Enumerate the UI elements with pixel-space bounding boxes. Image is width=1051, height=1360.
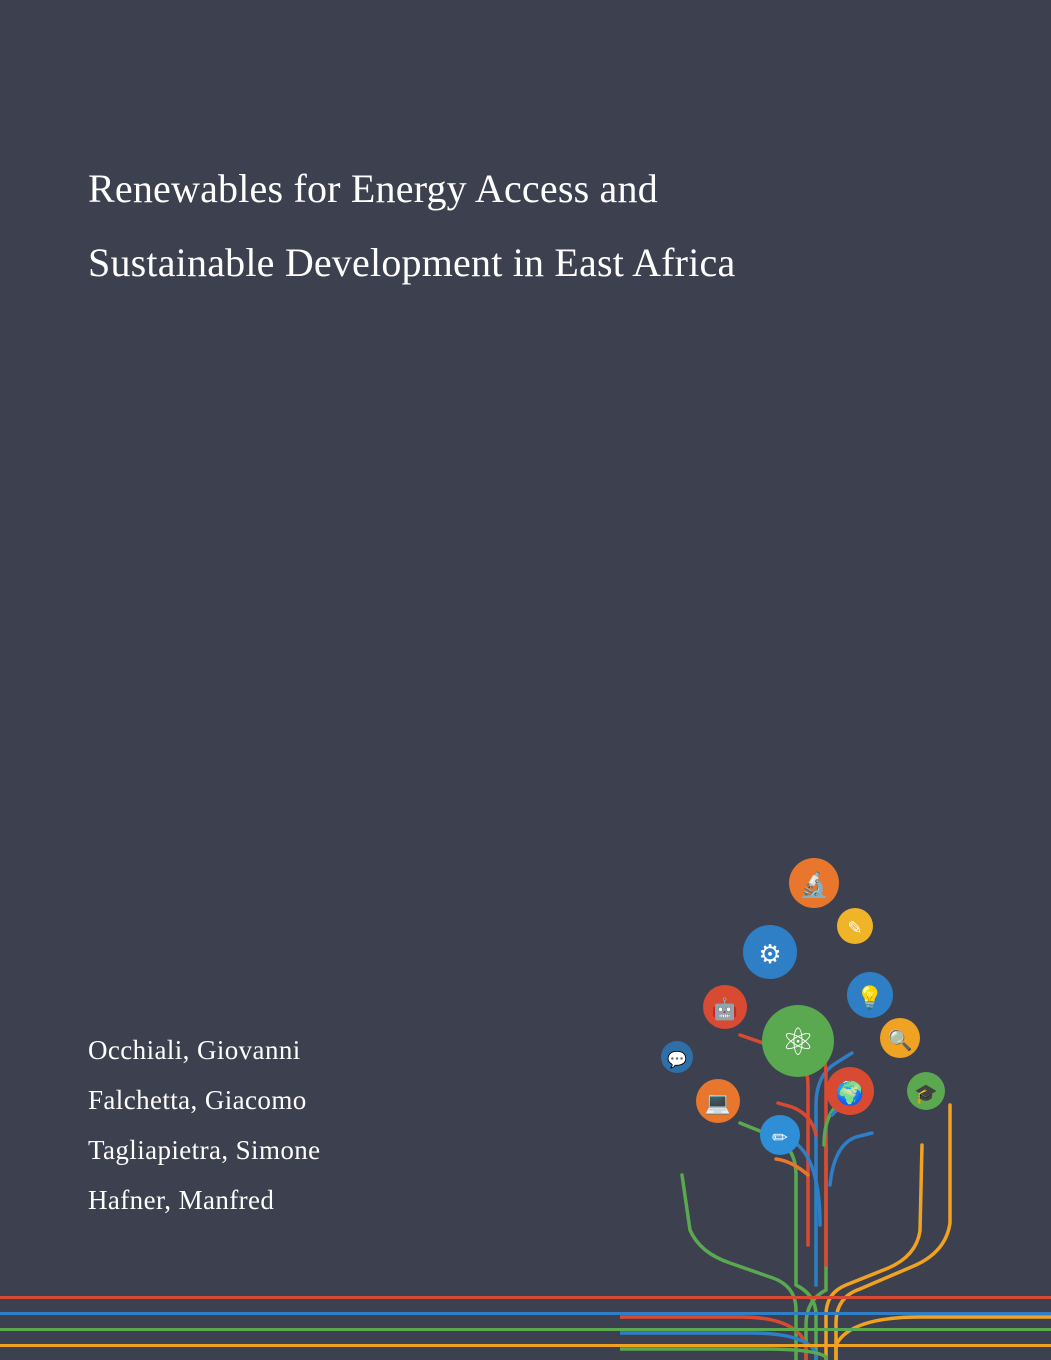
svg-text:💻: 💻 [704,1091,732,1115]
svg-text:🎓: 🎓 [914,1083,938,1105]
svg-text:✏: ✏ [772,1127,788,1149]
author-list [88,1025,648,1225]
author-3: Tagliapietra, Simone [88,1135,321,1165]
knowledge-tree-illustration [620,845,1051,1360]
svg-text:💡: 💡 [856,986,884,1011]
page-title [88,152,918,300]
svg-text:✎: ✎ [847,918,863,939]
svg-text:🌍: 🌍 [835,1081,865,1107]
bottom-rule-orange [0,1344,1051,1347]
title-line-2: Sustainable Development in East Africa [88,240,736,285]
title-line-1: Renewables for Energy Access and [88,166,658,211]
svg-text:⚛: ⚛ [780,1020,816,1064]
author-2: Falchetta, Giacomo [88,1085,307,1115]
svg-text:🔬: 🔬 [799,871,829,899]
svg-text:💬: 💬 [667,1050,687,1069]
svg-text:🤖: 🤖 [711,997,739,1021]
author-4: Hafner, Manfred [88,1185,275,1215]
bottom-rule-green [0,1328,1051,1331]
bottom-rule-blue [0,1312,1051,1315]
author-1: Occhiali, Giovanni [88,1035,301,1065]
bottom-rule-red [0,1296,1051,1299]
svg-text:🔍: 🔍 [887,1028,913,1052]
svg-text:⚙: ⚙ [758,940,782,970]
